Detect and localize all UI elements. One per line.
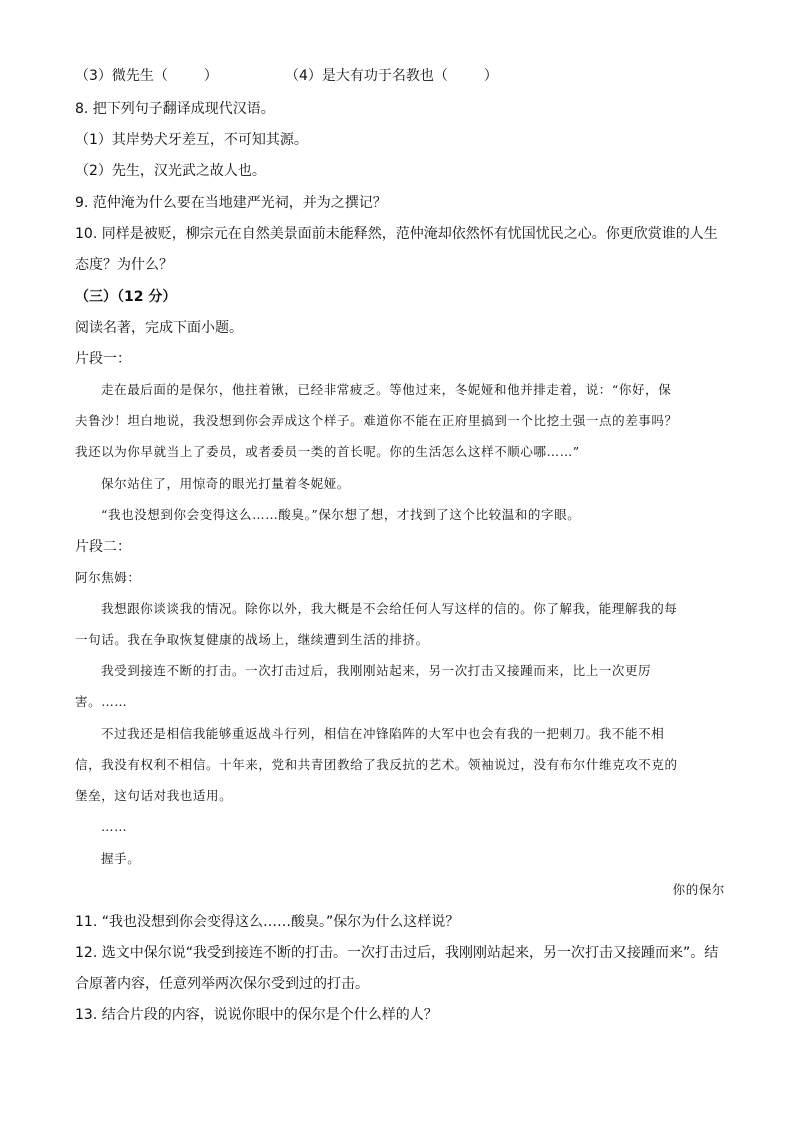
fragment-1-label: 片段一： bbox=[75, 351, 131, 367]
q7-items-row bbox=[75, 67, 725, 85]
q7-item-4-close: ） bbox=[483, 68, 498, 84]
q11: 11. “我也没想到你会变得这么……酸臭。”保尔为什么这样说？ bbox=[75, 914, 460, 930]
q13: 13. 结合片段的内容，说说你眼中的保尔是个什么样的人？ bbox=[75, 1007, 438, 1023]
letter-p3-line-1: 不过我还是相信我能够重返战斗行列，相信在冲锋陷阵的大军中也会有我的一把刺刀。我不能不相 bbox=[101, 726, 665, 741]
section-3-heading: （三）（12 分） bbox=[75, 289, 177, 305]
letter-salutation: 阿尔焦姆： bbox=[75, 570, 141, 585]
fragment-1-p2: 保尔站住了，用惊奇的眼光打量着冬妮娅。 bbox=[101, 476, 350, 491]
fragment-1-p1-line-1: 走在最后面的是保尔，他拄着锹，已经非常疲乏。等他过来，冬妮娅和他并排走着，说：“你好，保 bbox=[101, 382, 672, 397]
letter-p2-line-1: 我受到接连不断的打击。一次打击过后，我刚刚站起来，另一次打击又接踵而来，比上一次更厉 bbox=[101, 663, 652, 678]
q12-line-1: 12. 选文中保尔说“我受到接连不断的打击。一次打击过后，我刚刚站起来，另一次打击又接踵而来”。结 bbox=[75, 945, 719, 961]
letter-p1-line-1: 我想跟你谈谈我的情况。除你以外，我大概是不会给任何人写这样的信的。你了解我，能理解我的每 bbox=[101, 601, 678, 616]
q10-line-1: 10. 同样是被贬，柳宗元在自然美景面前未能释然，范仲淹却依然怀有忧国忧民之心。你更欣赏谁的人生 bbox=[75, 226, 718, 242]
q8-stem: 8. 把下列句子翻译成现代汉语。 bbox=[75, 101, 275, 117]
letter-closing: 握手。 bbox=[101, 851, 141, 866]
letter-p2-line-2: 害。…… bbox=[75, 694, 128, 709]
q8-sentence-2: （2）先生，汉光武之故人也。 bbox=[75, 163, 266, 179]
q10-line-2: 态度？为什么？ bbox=[75, 257, 173, 273]
letter-p3-line-3: 堡垒，这句话对我也适用。 bbox=[75, 788, 233, 803]
fragment-2-label: 片段二： bbox=[75, 539, 131, 555]
q7-item-3: （3）微先生（ bbox=[75, 68, 168, 84]
letter-p1-line-2: 一句话。我在争取恢复健康的战场上，继续遭到生活的排挤。 bbox=[75, 632, 429, 647]
fragment-1-p3: “我也没想到你会变得这么……酸臭。”保尔想了想，才找到了这个比较温和的字眼。 bbox=[101, 507, 581, 522]
section-3-instruction: 阅读名著，完成下面小题。 bbox=[75, 320, 243, 336]
letter-signature: 你的保尔 bbox=[672, 882, 725, 897]
q8-sentence-1: （1）其岸势犬牙差互，不可知其源。 bbox=[75, 132, 308, 148]
fragment-1-p1-line-2: 夫鲁沙！坦白地说，我没想到你会弄成这个样子。难道你不能在正府里搞到一个比挖土强一点的差事吗？ bbox=[75, 413, 678, 428]
q7-item-4: （4）是大有功于名教也（ bbox=[285, 68, 448, 84]
letter-p3-line-2: 信，我没有权利不相信。十年来，党和共青团教给了我反抗的艺术。领袖说过，没有布尔什维克攻不克的 bbox=[75, 757, 678, 772]
letter-ellipsis: …… bbox=[101, 819, 128, 834]
q7-item-3-close: ） bbox=[203, 68, 218, 84]
q12-line-2: 合原著内容，任意列举两次保尔受到过的打击。 bbox=[75, 976, 369, 992]
fragment-1-p1-line-3: 我还以为你早就当上了委员，或者委员一类的首长呢。你的生活怎么这样不顺心哪……” bbox=[75, 444, 580, 459]
q9: 9. 范仲淹为什么要在当地建严光祠，并为之撰记？ bbox=[75, 195, 387, 211]
